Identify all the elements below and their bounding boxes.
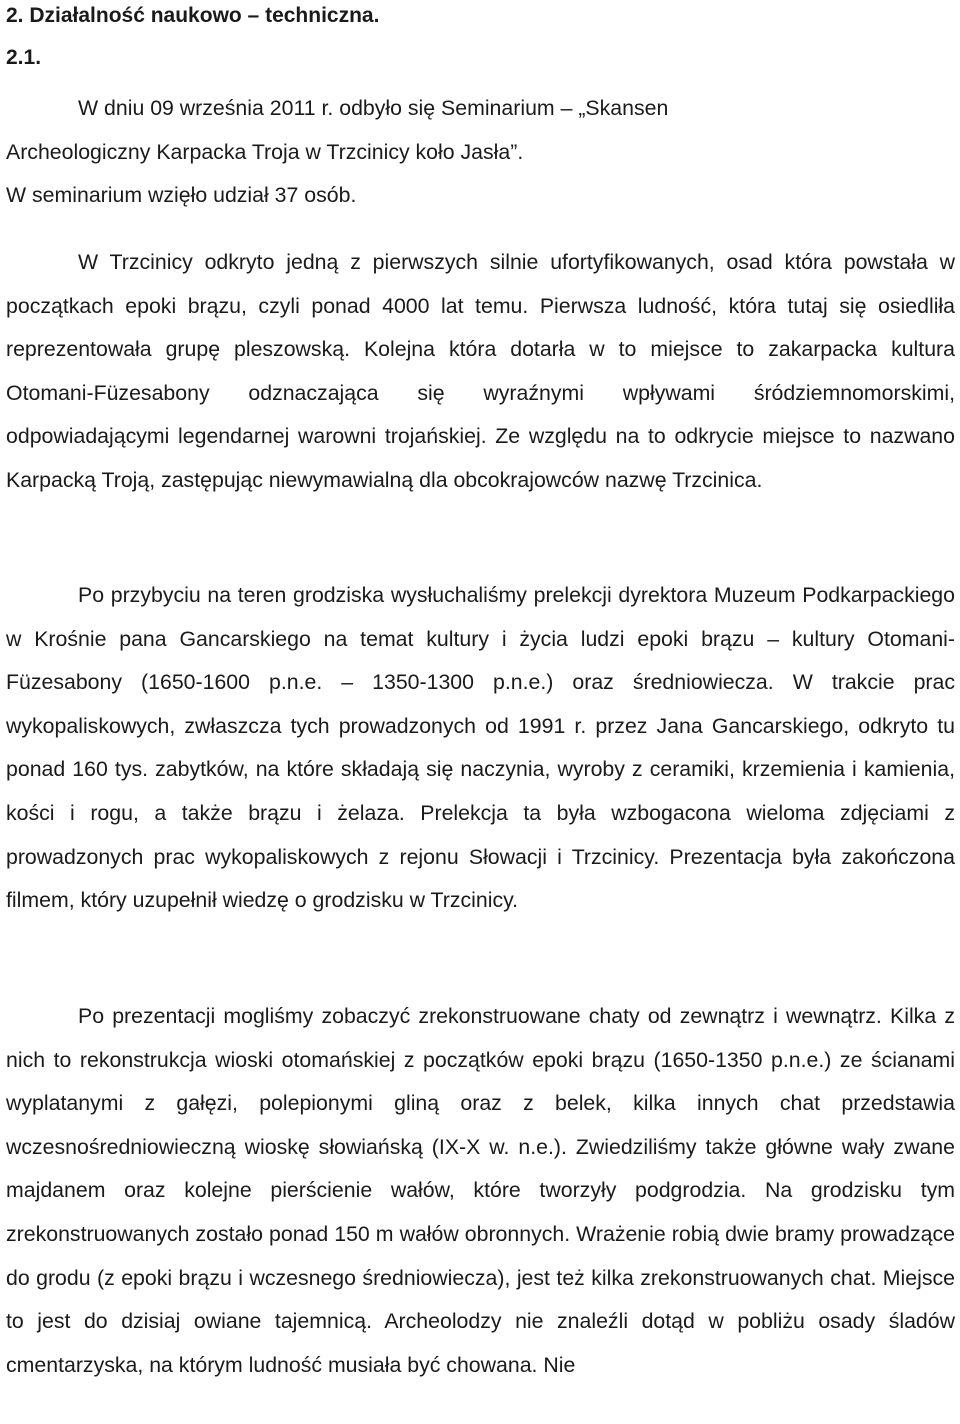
paragraph-text: W Trzcinicy odkryto jedną z pierwszych silnie ufortyfikowanych, osad która powstała w początkach epoki brązu, czyli ponad 4000 lat temu. Pierwsza ludność, która tutaj się osiedliła reprezentowała grupę pleszowską. Kolejna która dotarła w to miejsce to zakarpacka kultura Otomani-Füzesabony odznaczająca się wyraźnymi wpływami śródziemnomorskimi, odpowiadającymi legendarnej warowni trojańskiej. Ze względu na to odkrycie miejsce to nazwano Karpacką Troją, zastępując niewymawialną dla obcokrajowców nazwę Trzcinica. xyxy=(6,250,955,492)
paragraph-text: Po prezentacji mogliśmy zobaczyć zrekonstruowane chaty od zewnątrz i wewnątrz. Kilka z nich to rekonstrukcja wioski otomańskiej z początków epoki brązu (1650-1350 p.n.e.) ze ścianami wyplatanymi z gałęzi, polepionymi gliną oraz z belek, kilka innych chat przedstawia wczesnośredniowieczną wioskę słowiańską (IX-X w. n.e.). Zwiedziliśmy także główne wały zwane majdanem oraz kolejne pierścienie wałów, które tworzyły podgrodzia. Na grodzisku tym zrekonstruowanych zostało ponad 150 m wałów obronnych. Wrażenie robią dwie bramy prowadzące do grodu (z epoki brązu i wczesnego średniowiecza), jest też kilka zrekonstruowanych chat. Miejsce to jest do dzisiaj owiane tajemnicą. Archeolodzy nie znaleźli dotąd w pobliżu osady śladów cmentarzyska, na którym ludność musiała być chowana. Nie xyxy=(6,1004,955,1377)
section-heading: 2. Działalność naukowo – techniczna. xyxy=(6,4,380,27)
seminar-line-2: Archeologiczny Karpacka Troja w Trzcinicy koło Jasła”. xyxy=(6,139,524,164)
seminar-line-3: W seminarium wzięło udział 37 osób. xyxy=(6,183,357,207)
subsection-number: 2.1. xyxy=(6,46,42,69)
paragraph-seminar-intro xyxy=(6,87,955,218)
paragraph-text: Po przybyciu na teren grodziska wysłuchaliśmy prelekcji dyrektora Muzeum Podkarpackiego w Krośnie pana Gancarskiego na temat kultury i życia ludzi epoki brązu – kultury Otomani-Füzesabony (1650-1600 p.n.e. – 1350-1300 p.n.e.) oraz średniowiecza. W trakcie prac wykopaliskowych, zwłaszcza tych prowadzonych od 1991 r. przez Jana Gancarskiego, odkryto tu ponad 160 tys. zabytków, na które składają się naczynia, wyroby z ceramiki, krzemienia i kamienia, kości i rogu, a także brązu i żelaza. Prelekcja ta była wzbogacona wieloma zdjęciami z prowadzonych prac wykopaliskowych z rejonu Słowacji i Trzcinicy. Prezentacja była zakończona filmem, który uzupełnił wiedzę o grodzisku w Trzcinicy. xyxy=(6,583,955,913)
paragraph-trzcinica-history xyxy=(6,241,955,503)
paragraph-reconstruction xyxy=(6,995,955,1387)
paragraph-lecture xyxy=(6,574,955,923)
seminar-line-1: W dniu 09 września 2011 r. odbyło się Seminarium – „Skansen xyxy=(78,96,669,120)
